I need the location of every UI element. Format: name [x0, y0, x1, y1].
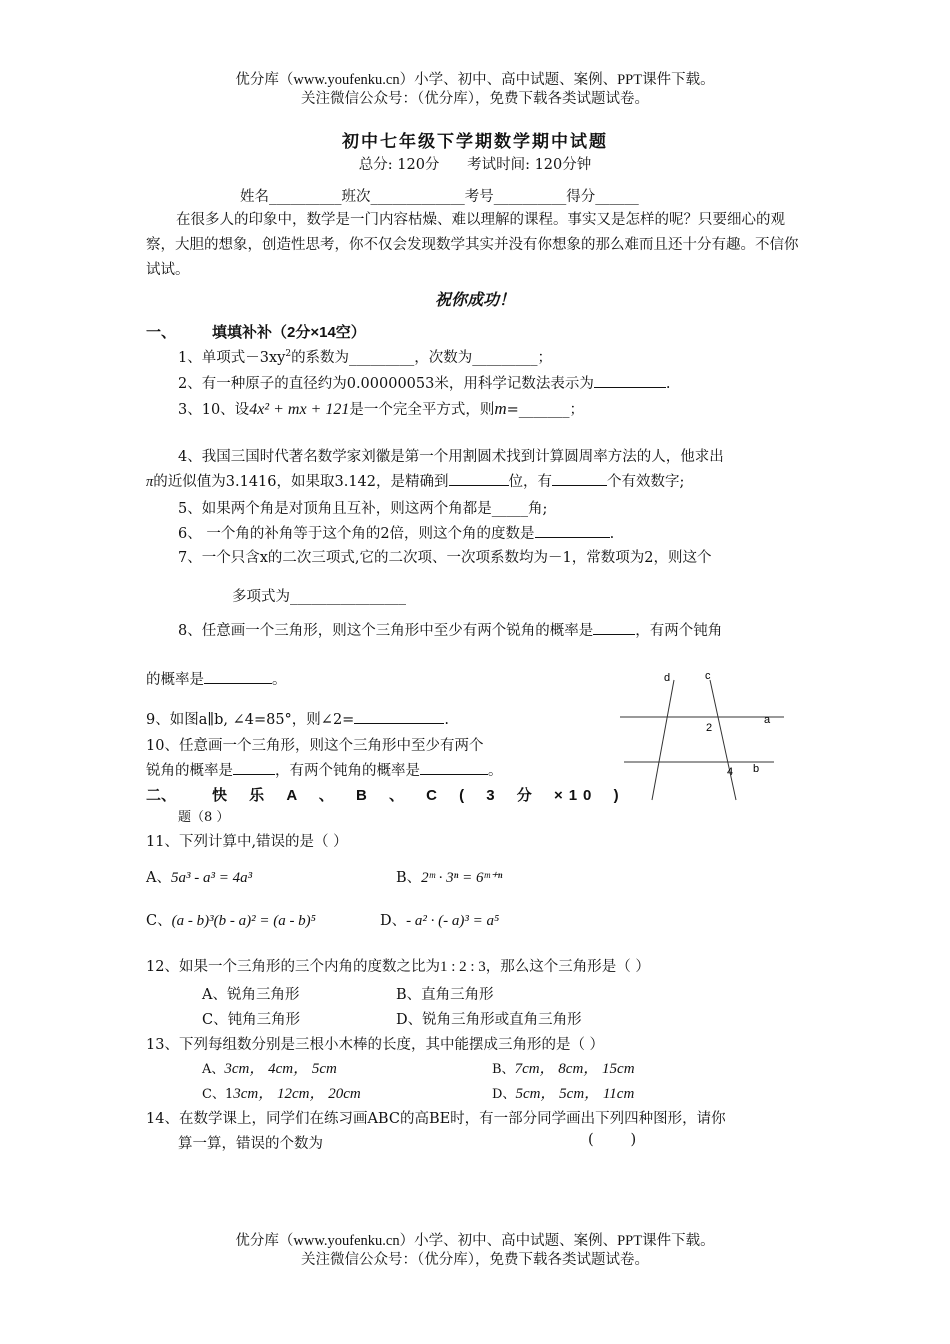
q11-option-b — [396, 866, 502, 887]
section2-title: 快 乐 A 、 B 、 C ( 3 分 ×10 ) — [212, 787, 625, 804]
q13-option-a-math: 3cm， 4cm， 5cm — [224, 1061, 337, 1077]
q12-ratio: 1 : 2 : 3 — [439, 959, 486, 975]
question-8-line-2 — [146, 668, 287, 689]
footer-line-2: 关注微信公众号：（优分库），免费下载各类试题试卷。 — [301, 1252, 649, 1268]
q4-text-b: 位，有 — [508, 474, 553, 490]
question-7-line-2: 多项式为________________ — [232, 589, 406, 605]
footer-line-1: 优分库（www.youfenku.cn）小学、初中、高中试题、案例、PPT课件下载。 — [235, 1233, 715, 1249]
q1-exponent: 2 — [285, 349, 292, 360]
line-d — [652, 680, 674, 800]
question-10-line-2 — [146, 759, 503, 780]
q13-option-c — [202, 1082, 361, 1103]
label-d: d — [664, 672, 671, 684]
section2-subtitle: 题（8 ） — [178, 810, 230, 825]
q12-text-a: 12、如果一个三角形的三个内角的度数之比为 — [146, 959, 440, 975]
question-13: 13、下列每组数分别是三根小木棒的长度，其中能摆成三角形的是（ ） — [146, 1037, 605, 1053]
q11-option-b-label: B、 — [396, 870, 422, 886]
parallel-lines-figure — [612, 665, 792, 815]
q13-option-d-label: D、 — [492, 1087, 516, 1102]
q8-line2-text-a: 的概率是 — [146, 672, 204, 688]
question-8-line-1 — [178, 619, 722, 640]
question-4-line-2 — [146, 470, 684, 491]
line-c — [710, 680, 736, 800]
q8-blank-2[interactable] — [204, 683, 272, 684]
question-10-line-1: 10、任意画一个三角形，则这个三角形中至少有两个 — [146, 738, 484, 754]
q8-blank-1[interactable] — [593, 634, 635, 635]
question-14-answer-paren: ( ) — [588, 1132, 637, 1148]
blessing-text: 祝你成功！ — [434, 290, 515, 309]
q9-text-b: . — [444, 712, 449, 728]
label-angle-2: 2 — [706, 722, 713, 734]
q12-option-b: B、直角三角形 — [396, 987, 494, 1003]
question-14-line-2: 算一算，错误的个数为 — [178, 1136, 323, 1152]
q6-answer-blank[interactable] — [535, 537, 610, 538]
label-a: a — [764, 714, 771, 726]
question-7-line-1: 7、一个只含x的二次三项式,它的二次项、一次项系数均为－1，常数项为2，则这个 — [178, 550, 712, 566]
q12-text-b: ，那么这个三角形是（ ） — [485, 959, 650, 975]
q2-text-a: 2、有一种原子的直径约为0.00000053米，用科学记数法表示为 — [178, 376, 594, 392]
q3-math-expression: 4x² + mx + 121 — [249, 401, 350, 418]
header-line-1: 优分库（www.youfenku.cn）小学、初中、高中试题、案例、PPT课件下载。 — [235, 72, 715, 88]
q4-text-c: 个有效数字; — [607, 474, 685, 490]
q3-text-b: 是一个完全平方式，则 — [349, 402, 495, 418]
q9-answer-blank[interactable] — [354, 723, 444, 724]
q11-option-c-math: (a - b)³(b - a)² = (a - b)⁵ — [171, 913, 316, 929]
q3-variable-m: m — [494, 399, 507, 418]
q4-pi-symbol: π — [146, 474, 154, 490]
q10-text-a: 锐角的概率是 — [146, 763, 233, 779]
q12-option-a: A、锐角三角形 — [202, 987, 300, 1003]
q8-line2-text-b: 。 — [272, 672, 287, 688]
q11-option-a — [146, 866, 252, 887]
q4-blank-digits[interactable] — [552, 485, 607, 486]
intro-paragraph: 在很多人的印象中，数学是一门内容枯燥、难以理解的课程。事实又是怎样的呢？只要细心的观察，大胆的想象，创造性思考，你不仅会发现数学其实并没有你想象的那么难而且还十分有趣。不信你试试。 — [146, 212, 799, 278]
q11-option-c-label: C、 — [146, 913, 172, 929]
q13-option-d-math: 5cm， 5cm， 11cm — [515, 1086, 635, 1102]
q12-option-c: C、钝角三角形 — [202, 1012, 301, 1028]
section1-number: 一、 — [146, 324, 177, 341]
q11-option-c — [146, 909, 316, 930]
q11-option-a-math: 5a³ - a³ = 4a³ — [170, 870, 253, 886]
q11-option-d-math: - a² · (- a)³ = a⁵ — [406, 913, 500, 929]
label-b: b — [753, 763, 760, 775]
student-info-line: 姓名__________班次_____________考号__________得分______ — [240, 189, 639, 205]
q12-option-d: D、锐角三角形或直角三角形 — [396, 1012, 582, 1028]
question-11: 11、下列计算中,错误的是（ ） — [146, 834, 348, 850]
label-c: c — [705, 670, 711, 682]
header-line-2: 关注微信公众号：（优分库），免费下载各类试题试卷。 — [301, 91, 649, 107]
q4-text-a: 的近似值为3.1416，如果取3.142，是精确到 — [153, 474, 449, 490]
q13-option-d — [492, 1082, 634, 1103]
q13-option-b — [492, 1057, 635, 1078]
q3-text-c: =_______； — [506, 402, 585, 418]
q6-text-b: . — [609, 526, 615, 542]
label-angle-4: 4 — [727, 766, 734, 778]
q10-text-b: ，有两个钝角的概率是 — [275, 763, 420, 779]
q3-text-a: 3、10、设 — [178, 402, 250, 418]
question-9 — [146, 708, 449, 729]
q13-option-b-math: 7cm， 8cm， 15cm — [514, 1061, 635, 1077]
q8-text-a: 8、任意画一个三角形，则这个三角形中至少有两个锐角的概率是 — [178, 623, 594, 639]
q6-text-a: 6、 一个角的补角等于这个角的2倍，则这个角的度数是 — [178, 526, 535, 542]
q10-blank-1[interactable] — [233, 774, 275, 775]
exam-title: 初中七年级下学期数学期中试题 — [342, 132, 608, 152]
question-3 — [178, 398, 584, 419]
q11-option-a-label: A、 — [146, 870, 171, 886]
question-12 — [146, 955, 650, 976]
section1-title: 填填补补（2分×14空） — [212, 324, 366, 341]
q1-text-b: 的系数为_________，次数为_________； — [291, 350, 553, 366]
q13-option-a-label: A、 — [202, 1062, 225, 1077]
question-2 — [178, 372, 670, 393]
section2-number: 二、 — [146, 787, 177, 804]
q1-text-a: 1、单项式－3xy — [178, 350, 286, 366]
question-6 — [178, 522, 614, 543]
q11-option-d — [380, 909, 499, 930]
q2-text-b: . — [665, 376, 671, 392]
q8-text-b: ，有两个钝角 — [635, 623, 723, 639]
q9-text-a: 9、如图a∥b, ∠4=85°，则∠2= — [146, 712, 355, 728]
q13-option-b-label: B、 — [492, 1062, 515, 1077]
question-1 — [178, 346, 552, 367]
question-5: 5、如果两个角是对顶角且互补，则这两个角都是_____角; — [178, 501, 548, 517]
q2-answer-blank[interactable] — [594, 387, 666, 388]
q10-text-c: 。 — [488, 763, 503, 779]
question-14-line-1: 14、在数学课上，同学们在练习画ABC的高BE时，有一部分同学画出下列四种图形，请你 — [146, 1111, 726, 1127]
q11-option-d-label: D、 — [380, 913, 407, 929]
q10-blank-2[interactable] — [420, 774, 488, 775]
q4-blank-place[interactable] — [449, 485, 509, 486]
question-4-line-1: 4、我国三国时代著名数学家刘徽是第一个用割圆术找到计算圆周率方法的人，他求出 — [178, 449, 724, 465]
q11-option-b-math: 2ᵐ · 3ⁿ = 6ᵐ⁺ⁿ — [421, 870, 503, 886]
q13-option-a — [202, 1057, 337, 1078]
exam-score-time: 总分: 120分 考试时间: 120分钟 — [358, 157, 592, 173]
q13-option-c-label: C、1 — [202, 1087, 234, 1102]
q13-option-c-math: 3cm， 12cm， 20cm — [233, 1086, 361, 1102]
